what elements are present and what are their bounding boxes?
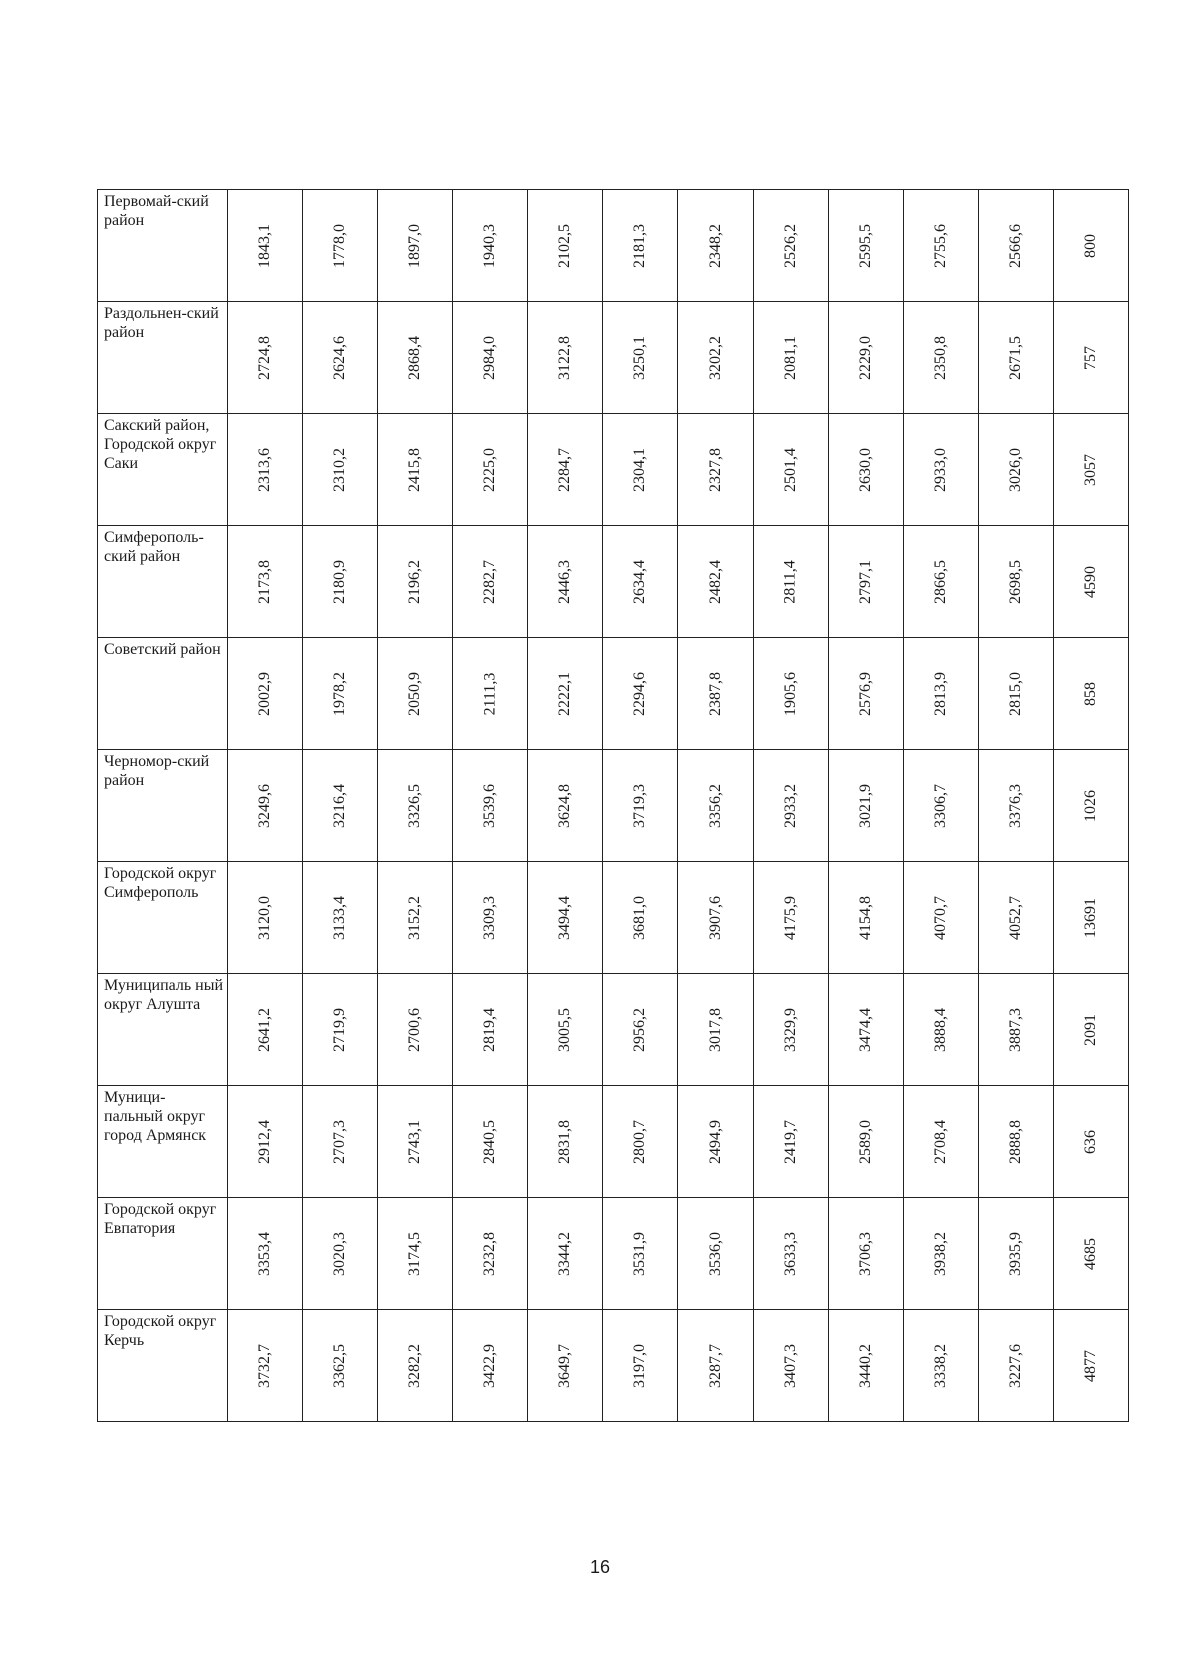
cell-value: 2708,4 — [931, 1119, 949, 1164]
table-cell — [603, 1310, 678, 1422]
cell-value: 4590 — [1081, 565, 1099, 598]
cell-value: 2501,4 — [781, 447, 799, 492]
cell-value: 3306,7 — [931, 783, 949, 828]
cell-value: 2589,0 — [856, 1119, 874, 1164]
table-row — [98, 414, 1129, 526]
row-header-cell: Городской округ Керчь — [98, 1310, 228, 1422]
table-cell — [303, 638, 378, 750]
cell-value: 3356,2 — [706, 783, 724, 828]
table-cell — [303, 750, 378, 862]
cell-value: 3250,1 — [631, 335, 649, 380]
cell-value: 2002,9 — [256, 671, 274, 716]
table-row — [98, 862, 1129, 974]
table-cell — [303, 974, 378, 1086]
cell-value: 3907,6 — [706, 895, 724, 940]
table-cell — [603, 302, 678, 414]
cell-value: 3732,7 — [256, 1343, 274, 1388]
cell-value: 3531,9 — [631, 1231, 649, 1276]
cell-value: 2724,8 — [256, 335, 274, 380]
table-cell — [978, 862, 1053, 974]
cell-value: 2707,3 — [331, 1119, 349, 1164]
data-table — [97, 189, 1129, 1422]
table-cell — [828, 414, 903, 526]
table-cell — [978, 750, 1053, 862]
cell-value: 2700,6 — [406, 1007, 424, 1052]
cell-value: 3005,5 — [556, 1007, 574, 1052]
cell-value: 3407,3 — [781, 1343, 799, 1388]
row-header-cell: Муници-пальный округ город Армянск — [98, 1086, 228, 1198]
table-cell — [303, 302, 378, 414]
table-cell — [753, 974, 828, 1086]
table-cell — [828, 1198, 903, 1310]
table-cell — [228, 414, 303, 526]
table-cell — [303, 526, 378, 638]
cell-value: 2698,5 — [1006, 559, 1024, 604]
table-cell — [978, 526, 1053, 638]
table-cell — [528, 974, 603, 1086]
table-cell — [903, 1086, 978, 1198]
table-cell — [978, 1086, 1053, 1198]
cell-value: 4070,7 — [931, 895, 949, 940]
cell-value: 2912,4 — [256, 1119, 274, 1164]
table-cell — [378, 638, 453, 750]
page-number: 16 — [589, 1557, 611, 1577]
cell-value: 3329,9 — [781, 1007, 799, 1052]
table-cell — [1053, 526, 1128, 638]
table-cell — [228, 190, 303, 302]
table-cell — [228, 526, 303, 638]
cell-value: 2494,9 — [706, 1119, 724, 1164]
table-cell — [378, 750, 453, 862]
cell-value: 3057 — [1081, 453, 1099, 486]
cell-value: 2819,4 — [481, 1007, 499, 1052]
table-cell — [453, 862, 528, 974]
table-cell — [603, 526, 678, 638]
table-cell — [1053, 750, 1128, 862]
cell-value: 3649,7 — [556, 1343, 574, 1388]
cell-value: 3719,3 — [631, 783, 649, 828]
cell-value: 2111,3 — [481, 672, 499, 715]
table-cell — [1053, 1310, 1128, 1422]
cell-value: 3120,0 — [256, 895, 274, 940]
table-cell — [1053, 190, 1128, 302]
row-header-cell: Советский район — [98, 638, 228, 750]
table-cell — [378, 1198, 453, 1310]
table-cell — [678, 414, 753, 526]
table-cell — [453, 750, 528, 862]
cell-value: 3122,8 — [556, 335, 574, 380]
cell-value: 3536,0 — [706, 1231, 724, 1276]
table-cell — [453, 302, 528, 414]
cell-value: 2282,7 — [481, 559, 499, 604]
table-cell — [603, 1198, 678, 1310]
cell-value: 3282,2 — [406, 1343, 424, 1388]
cell-value: 2866,5 — [931, 559, 949, 604]
row-header-cell: Муниципаль ный округ Алушта — [98, 974, 228, 1086]
cell-value: 2755,6 — [931, 223, 949, 268]
cell-value: 2482,4 — [706, 559, 724, 604]
cell-value: 1978,2 — [331, 671, 349, 716]
cell-value: 2933,0 — [931, 447, 949, 492]
cell-value: 2102,5 — [556, 223, 574, 268]
table-cell — [528, 1310, 603, 1422]
cell-value: 3539,6 — [481, 783, 499, 828]
table-cell — [453, 1198, 528, 1310]
table-cell — [528, 862, 603, 974]
cell-value: 2222,1 — [556, 671, 574, 716]
cell-value: 1905,6 — [781, 671, 799, 716]
cell-value: 3287,7 — [706, 1343, 724, 1388]
cell-value: 3624,8 — [556, 783, 574, 828]
table-cell — [453, 1310, 528, 1422]
table-cell — [903, 414, 978, 526]
cell-value: 2304,1 — [631, 447, 649, 492]
row-header-cell: Черномор-ский район — [98, 750, 228, 862]
table-cell — [978, 302, 1053, 414]
table-cell — [603, 414, 678, 526]
cell-value: 1940,3 — [481, 223, 499, 268]
table-cell — [228, 638, 303, 750]
cell-value: 2081,1 — [781, 335, 799, 380]
table-cell — [678, 862, 753, 974]
cell-value: 3422,9 — [481, 1343, 499, 1388]
table-cell — [528, 750, 603, 862]
table-cell — [753, 302, 828, 414]
cell-value: 3216,4 — [331, 783, 349, 828]
cell-value: 2446,3 — [556, 559, 574, 604]
table-cell — [828, 862, 903, 974]
cell-value: 3362,5 — [331, 1343, 349, 1388]
cell-value: 3326,5 — [406, 783, 424, 828]
cell-value: 2933,2 — [781, 783, 799, 828]
table-cell — [378, 1310, 453, 1422]
table-cell — [1053, 414, 1128, 526]
cell-value: 3026,0 — [1006, 447, 1024, 492]
table-cell — [678, 1310, 753, 1422]
cell-value: 1843,1 — [256, 223, 274, 268]
cell-value: 2310,2 — [331, 447, 349, 492]
cell-value: 3353,4 — [256, 1231, 274, 1276]
table-cell — [528, 190, 603, 302]
cell-value: 2576,9 — [856, 671, 874, 716]
table-cell — [828, 1310, 903, 1422]
table-cell — [228, 1086, 303, 1198]
table-cell — [1053, 638, 1128, 750]
cell-value: 2630,0 — [856, 447, 874, 492]
table-cell — [753, 1086, 828, 1198]
table-cell — [1053, 302, 1128, 414]
table-cell — [603, 638, 678, 750]
table-row — [98, 750, 1129, 862]
cell-value: 3938,2 — [931, 1231, 949, 1276]
cell-value: 2797,1 — [856, 559, 874, 604]
table-cell — [1053, 1086, 1128, 1198]
table-cell — [903, 302, 978, 414]
cell-value: 2956,2 — [631, 1007, 649, 1052]
cell-value: 3494,4 — [556, 895, 574, 940]
table-cell — [903, 750, 978, 862]
cell-value: 4685 — [1081, 1237, 1099, 1270]
cell-value: 2595,5 — [856, 223, 874, 268]
table-cell — [603, 1086, 678, 1198]
cell-value: 3021,9 — [856, 783, 874, 828]
cell-value: 2984,0 — [481, 335, 499, 380]
table-cell — [978, 1310, 1053, 1422]
table-cell — [753, 638, 828, 750]
table-cell — [978, 414, 1053, 526]
cell-value: 4154,8 — [856, 895, 874, 940]
table-cell — [378, 414, 453, 526]
cell-value: 3133,4 — [331, 895, 349, 940]
row-header-cell: Городской округ Симферополь — [98, 862, 228, 974]
cell-value: 3887,3 — [1006, 1007, 1024, 1052]
cell-value: 2091 — [1081, 1013, 1099, 1046]
table-row — [98, 1310, 1129, 1422]
table-cell — [678, 974, 753, 1086]
table-cell — [303, 414, 378, 526]
table-cell — [753, 750, 828, 862]
table-cell — [1053, 974, 1128, 1086]
table-cell — [528, 638, 603, 750]
table-cell — [678, 638, 753, 750]
table-row — [98, 974, 1129, 1086]
table-cell — [303, 1086, 378, 1198]
table-cell — [678, 526, 753, 638]
cell-value: 1026 — [1081, 789, 1099, 822]
row-header-cell: Первомай-ский район — [98, 190, 228, 302]
cell-value: 2284,7 — [556, 447, 574, 492]
cell-value: 2811,4 — [781, 559, 799, 604]
table-cell — [453, 638, 528, 750]
table-cell — [303, 1198, 378, 1310]
cell-value: 2526,2 — [781, 223, 799, 268]
table-cell — [903, 974, 978, 1086]
table-cell — [1053, 862, 1128, 974]
row-header-cell: Городской округ Евпатория — [98, 1198, 228, 1310]
cell-value: 3344,2 — [556, 1231, 574, 1276]
cell-value: 3888,4 — [931, 1007, 949, 1052]
table-row — [98, 302, 1129, 414]
cell-value: 4877 — [1081, 1349, 1099, 1382]
table-cell — [603, 974, 678, 1086]
cell-value: 2719,9 — [331, 1007, 349, 1052]
cell-value: 636 — [1081, 1129, 1099, 1154]
cell-value: 858 — [1081, 681, 1099, 706]
table-cell — [603, 750, 678, 862]
table-row — [98, 1198, 1129, 1310]
table-row — [98, 638, 1129, 750]
cell-value: 3376,3 — [1006, 783, 1024, 828]
cell-value: 2831,8 — [556, 1119, 574, 1164]
table-cell — [378, 190, 453, 302]
table-cell — [828, 750, 903, 862]
table-cell — [828, 974, 903, 1086]
cell-value: 2641,2 — [256, 1007, 274, 1052]
table-row — [98, 1086, 1129, 1198]
cell-value: 3633,3 — [781, 1231, 799, 1276]
cell-value: 2350,8 — [931, 335, 949, 380]
cell-value: 2815,0 — [1006, 671, 1024, 716]
cell-value: 2313,6 — [256, 447, 274, 492]
cell-value: 3935,9 — [1006, 1231, 1024, 1276]
cell-value: 2387,8 — [706, 671, 724, 716]
table-cell — [378, 862, 453, 974]
cell-value: 3249,6 — [256, 783, 274, 828]
table-cell — [828, 302, 903, 414]
cell-value: 2196,2 — [406, 559, 424, 604]
table-cell — [453, 526, 528, 638]
cell-value: 3197,0 — [631, 1343, 649, 1388]
table-cell — [303, 862, 378, 974]
table-cell — [378, 1086, 453, 1198]
table-cell — [828, 190, 903, 302]
table-cell — [978, 974, 1053, 1086]
cell-value: 3706,3 — [856, 1231, 874, 1276]
cell-value: 757 — [1081, 345, 1099, 370]
cell-value: 3474,4 — [856, 1007, 874, 1052]
cell-value: 2181,3 — [631, 223, 649, 268]
table-cell — [528, 1198, 603, 1310]
cell-value: 2327,8 — [706, 447, 724, 492]
table-cell — [828, 526, 903, 638]
cell-value: 2868,4 — [406, 335, 424, 380]
cell-value: 2225,0 — [481, 447, 499, 492]
table-cell — [453, 414, 528, 526]
table-cell — [228, 1198, 303, 1310]
cell-value: 3338,2 — [931, 1343, 949, 1388]
table-cell — [528, 526, 603, 638]
table-cell — [978, 1198, 1053, 1310]
cell-value: 2419,7 — [781, 1119, 799, 1164]
table-cell — [303, 1310, 378, 1422]
table-cell — [228, 862, 303, 974]
cell-value: 2624,6 — [331, 335, 349, 380]
table-cell — [903, 638, 978, 750]
cell-value: 3020,3 — [331, 1231, 349, 1276]
table-cell — [228, 302, 303, 414]
table-cell — [903, 190, 978, 302]
cell-value: 800 — [1081, 233, 1099, 258]
table-cell — [678, 750, 753, 862]
cell-value: 2840,5 — [481, 1119, 499, 1164]
cell-value: 3232,8 — [481, 1231, 499, 1276]
table-cell — [603, 190, 678, 302]
table-body — [98, 190, 1129, 1422]
cell-value: 3227,6 — [1006, 1343, 1024, 1388]
cell-value: 3152,2 — [406, 895, 424, 940]
row-header-cell: Симферополь-ский район — [98, 526, 228, 638]
cell-value: 2050,9 — [406, 671, 424, 716]
table-cell — [903, 862, 978, 974]
cell-value: 2888,8 — [1006, 1119, 1024, 1164]
table-cell — [228, 1310, 303, 1422]
table-cell — [303, 190, 378, 302]
cell-value: 3309,3 — [481, 895, 499, 940]
table-cell — [978, 190, 1053, 302]
cell-value: 2415,8 — [406, 447, 424, 492]
table-cell — [603, 862, 678, 974]
table-row — [98, 190, 1129, 302]
cell-value: 2800,7 — [631, 1119, 649, 1164]
table-cell — [678, 1086, 753, 1198]
table-cell — [978, 638, 1053, 750]
table-cell — [1053, 1198, 1128, 1310]
cell-value: 2348,2 — [706, 223, 724, 268]
cell-value: 2671,5 — [1006, 335, 1024, 380]
row-header-cell: Раздольнен-ский район — [98, 302, 228, 414]
table-cell — [453, 190, 528, 302]
row-header-cell: Сакский район, Городской округ Саки — [98, 414, 228, 526]
table-cell — [828, 638, 903, 750]
cell-value: 2229,0 — [856, 335, 874, 380]
table-cell — [453, 1086, 528, 1198]
table-cell — [753, 1198, 828, 1310]
table-cell — [678, 190, 753, 302]
cell-value: 3174,5 — [406, 1231, 424, 1276]
table-cell — [678, 1198, 753, 1310]
table-cell — [378, 526, 453, 638]
table-cell — [828, 1086, 903, 1198]
table-cell — [528, 414, 603, 526]
cell-value: 2566,6 — [1006, 223, 1024, 268]
table-cell — [753, 526, 828, 638]
cell-value: 2180,9 — [331, 559, 349, 604]
cell-value: 1778,0 — [331, 223, 349, 268]
cell-value: 4175,9 — [781, 895, 799, 940]
cell-value: 13691 — [1081, 897, 1099, 938]
table-cell — [903, 526, 978, 638]
table-cell — [678, 302, 753, 414]
cell-value: 2294,6 — [631, 671, 649, 716]
cell-value: 3202,2 — [706, 335, 724, 380]
table-cell — [753, 862, 828, 974]
table-cell — [378, 974, 453, 1086]
cell-value: 3017,8 — [706, 1007, 724, 1052]
table-cell — [903, 1310, 978, 1422]
table-row — [98, 526, 1129, 638]
table-cell — [453, 974, 528, 1086]
cell-value: 3681,0 — [631, 895, 649, 940]
table-cell — [753, 414, 828, 526]
cell-value: 1897,0 — [406, 223, 424, 268]
table-cell — [528, 302, 603, 414]
cell-value: 2634,4 — [631, 559, 649, 604]
cell-value: 3440,2 — [856, 1343, 874, 1388]
cell-value: 2173,8 — [256, 559, 274, 604]
table-cell — [903, 1198, 978, 1310]
cell-value: 4052,7 — [1006, 895, 1024, 940]
table-cell — [753, 1310, 828, 1422]
table-cell — [753, 190, 828, 302]
cell-value: 2743,1 — [406, 1119, 424, 1164]
table-cell — [228, 750, 303, 862]
cell-value: 2813,9 — [931, 671, 949, 716]
table-cell — [378, 302, 453, 414]
table-cell — [528, 1086, 603, 1198]
table-cell — [228, 974, 303, 1086]
